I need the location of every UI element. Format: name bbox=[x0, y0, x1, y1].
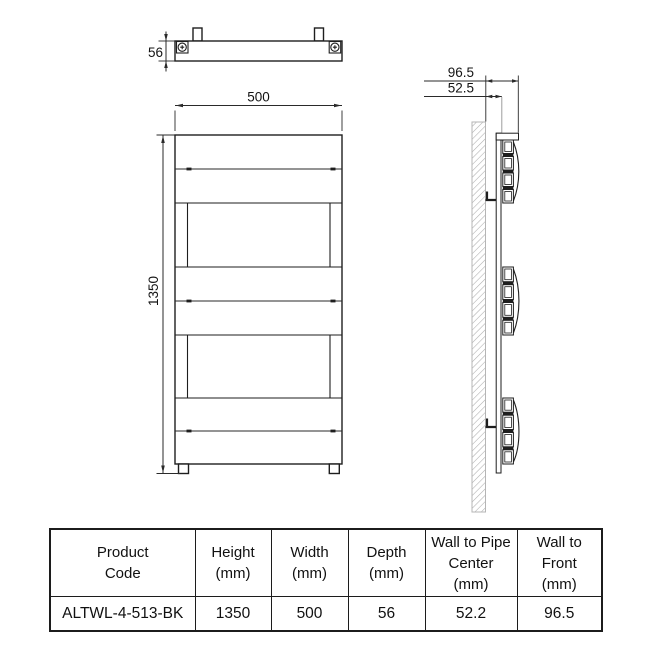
value-wall-to-front: 96.5 bbox=[517, 597, 602, 632]
dim-wall-to-front bbox=[424, 65, 518, 133]
seam-joint-mark bbox=[331, 300, 336, 303]
wall-section bbox=[472, 122, 486, 512]
seam-joint-mark bbox=[187, 300, 192, 303]
arrowhead-right-icon bbox=[334, 104, 342, 108]
header-wall-to-pipe-center bbox=[425, 529, 517, 597]
wall-bracket-tab-right bbox=[315, 28, 324, 41]
wall-bracket-tab-left bbox=[193, 28, 202, 41]
arrowhead-right-icon bbox=[496, 95, 502, 98]
radiator-top-profile bbox=[175, 41, 342, 61]
header-line: Width bbox=[290, 544, 329, 561]
header-wall-to-front bbox=[517, 529, 602, 597]
value-depth: 56 bbox=[348, 597, 425, 632]
arrowhead-up-icon bbox=[161, 136, 165, 144]
panel-profile-group1 bbox=[503, 140, 519, 203]
front-view bbox=[146, 90, 342, 474]
dim-wall-to-front-label: 96.5 bbox=[447, 65, 474, 80]
foot-left bbox=[179, 464, 189, 474]
header-line: (mm) bbox=[292, 565, 327, 582]
header-line: (mm) bbox=[541, 575, 577, 593]
arrowhead-up-icon bbox=[164, 61, 168, 68]
header-line: (mm) bbox=[215, 565, 251, 582]
dim-width bbox=[175, 90, 342, 132]
fin-blade bbox=[513, 400, 519, 462]
header-line: Center bbox=[448, 554, 494, 572]
arrowhead-down-icon bbox=[164, 34, 168, 41]
arrowhead-left-icon bbox=[486, 95, 492, 98]
foot-right bbox=[329, 464, 339, 474]
header-line: (mm) bbox=[453, 575, 489, 593]
header-line: Product bbox=[96, 544, 149, 561]
mounting-bracket-lower bbox=[486, 419, 497, 428]
dim-wall-to-pipe-label: 52.5 bbox=[447, 80, 474, 96]
header-product-code bbox=[50, 529, 195, 597]
value-product-code: ALTWL-4-513-BK bbox=[50, 597, 195, 632]
header-line: Depth bbox=[366, 544, 407, 561]
value-width: 500 bbox=[271, 597, 348, 632]
seam-joint-mark bbox=[187, 168, 192, 171]
header-width bbox=[271, 529, 348, 597]
fin-blade bbox=[513, 142, 518, 201]
radiator-body-outline bbox=[175, 135, 342, 464]
value-wall-to-pipe-center: 52.2 bbox=[425, 597, 517, 632]
arrowhead-right-icon bbox=[512, 79, 518, 82]
dim-depth bbox=[148, 32, 175, 72]
arrowhead-left-icon bbox=[486, 79, 492, 82]
panel-profile-group3 bbox=[503, 398, 519, 464]
header-line: Code bbox=[104, 565, 141, 582]
arrowhead-down-icon bbox=[161, 466, 165, 474]
dim-width-label: 500 bbox=[247, 89, 270, 105]
spec-table bbox=[49, 528, 603, 632]
top-view bbox=[148, 28, 342, 72]
dim-height-label: 1350 bbox=[146, 275, 161, 307]
arrowhead-left-icon bbox=[176, 104, 184, 108]
header-line: Wall to Pipe bbox=[431, 533, 511, 551]
header-line: Front bbox=[541, 554, 577, 572]
header-height bbox=[195, 529, 271, 597]
panel-profile-group2 bbox=[503, 267, 519, 335]
seam-joint-mark bbox=[331, 430, 336, 433]
header-line: Height bbox=[211, 544, 255, 561]
mounting-bracket-upper bbox=[486, 192, 497, 201]
header-line: (mm) bbox=[369, 565, 404, 582]
spec-table-header-row bbox=[50, 529, 602, 597]
spec-table-data-row bbox=[50, 597, 602, 632]
rail-top-cap bbox=[496, 133, 518, 140]
value-height: 1350 bbox=[195, 597, 271, 632]
back-rail bbox=[496, 133, 501, 473]
dim-depth-label: 56 bbox=[147, 45, 163, 60]
header-line: Wall to bbox=[536, 533, 582, 551]
side-view bbox=[424, 65, 519, 512]
seam-joint-mark bbox=[187, 430, 192, 433]
fin-blade bbox=[513, 269, 519, 333]
dim-wall-to-pipe-center bbox=[424, 81, 502, 133]
seam-joint-mark bbox=[331, 168, 336, 171]
header-depth bbox=[348, 529, 425, 597]
